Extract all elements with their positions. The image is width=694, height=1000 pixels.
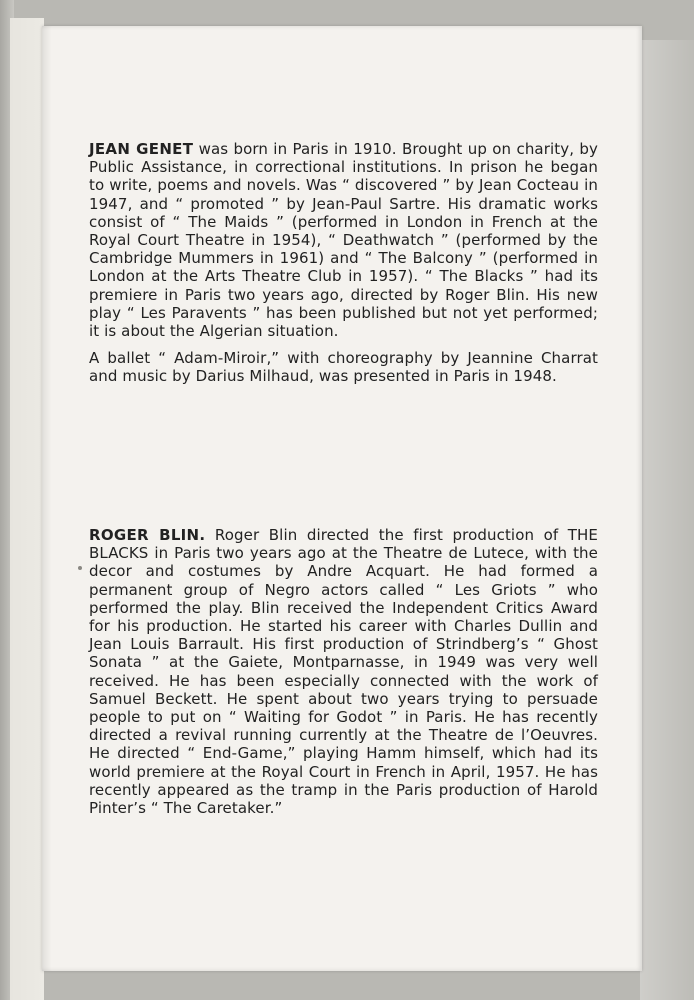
- jean-genet-section: [89, 140, 598, 386]
- jean-genet-bio-paragraph: [89, 140, 598, 340]
- roger-blin-name: ROGER BLIN.: [89, 526, 206, 544]
- underlying-page-edge: [10, 18, 44, 1000]
- document-page: [42, 26, 642, 971]
- right-background: [640, 40, 694, 1000]
- jean-genet-bio-text: was born in Paris in 1910. Brought up on charity, by Public Assistance, in correctional institutions. In prison he began to write, poems and novels. Was “ discovered ” by Jean Cocteau in 1947, and “ promoted ” by Jean-Paul Sartre. His dramatic works consist of “ The Maids ” (performed in London in French at the Royal Court Theatre in 1954), “ Deathwatch ” (performed by the Cambridge Mummers in 1961) and “ The Balcony ” (performed in London at the Arts Theatre Club in 1957). “ The Blacks ” had its premiere in Paris two years ago, directed by Roger Blin. His new play “ Les Paravents ” has been published but not yet performed; it is about the Algerian situation.: [89, 140, 598, 341]
- roger-blin-section: [89, 526, 598, 817]
- roger-blin-bio-paragraph: [89, 526, 598, 817]
- ballet-paragraph: A ballet “ Adam-Miroir,” with choreography by Jeannine Charrat and music by Darius Milhaud, was presented in Paris in 1948.: [89, 349, 598, 386]
- jean-genet-name: JEAN GENET: [89, 140, 194, 158]
- fold-shadow: [42, 26, 52, 971]
- binding-mark: [78, 566, 82, 570]
- roger-blin-bio-text: Roger Blin directed the first production of THE BLACKS in Paris two years ago at the Theatre de Lutece, with the decor and costumes by Andre Acquart. He had formed a permanent group of Negro actors called “ Les Griots ” who performed the play. Blin received the Independent Critics Award for his production. He started his career with Charles Dullin and Jean Louis Barrault. His first production of Strindberg’s “ Ghost Sonata ” at the Gaiete, Montparnasse, in 1949 was very well received. He has been especially connected with the work of Samuel Beckett. He spent about two years trying to persuade people to put on “ Waiting for Godot ” in Paris. He has recently directed a revival running currently at the Theatre de l’Oeuvres. He directed “ End-Game,” playing Hamm himself, which had its world premiere at the Royal Court in French in April, 1957. He has recently appeared as the tramp in the Paris production of Harold Pinter’s “ The Caretaker.”: [89, 526, 598, 818]
